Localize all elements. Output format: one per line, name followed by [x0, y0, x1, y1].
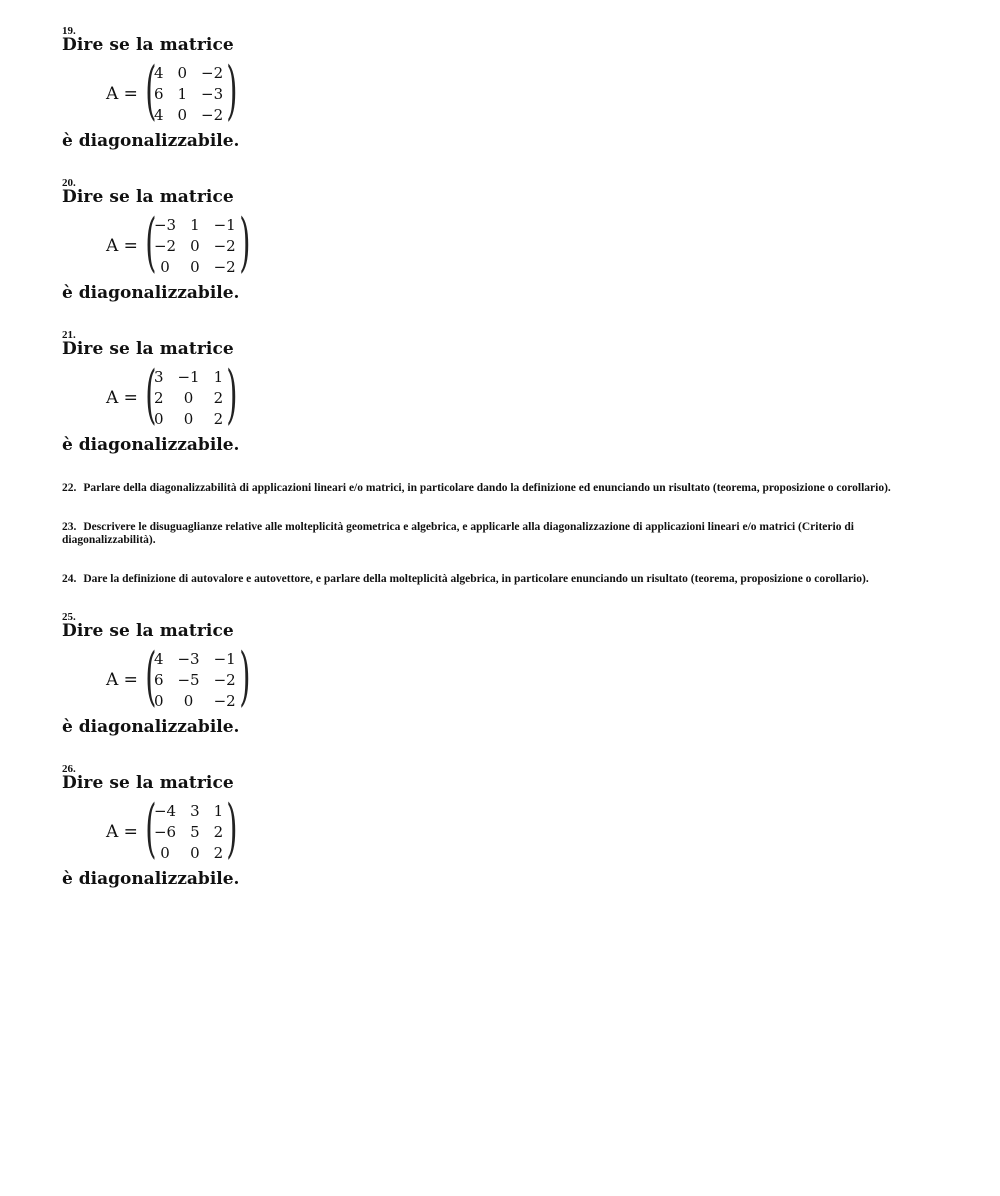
matrix-entry: 0	[183, 410, 194, 428]
problem-number: 19.	[62, 25, 76, 37]
matrix-entry: −2	[213, 258, 236, 276]
right-paren-icon: )	[226, 358, 238, 432]
problem-number: 20.	[62, 177, 76, 189]
matrix-equation	[106, 358, 942, 432]
matrix-entry: −6	[153, 823, 177, 841]
matrix-entry: −5	[177, 671, 200, 689]
matrix-entry: 0	[190, 844, 200, 862]
matrix-grid	[154, 801, 223, 864]
matrix-entry: 0	[153, 692, 164, 710]
matrix-entry: 4	[153, 106, 164, 124]
matrix-entry: 0	[190, 258, 200, 276]
problem-number: 26.	[62, 763, 76, 775]
matrix-entry: −2	[213, 692, 236, 710]
problem-tail: è diagonalizzabile.	[62, 283, 240, 303]
problem-tail: è diagonalizzabile.	[62, 435, 240, 455]
matrix-entry: −2	[201, 106, 224, 124]
problem-20	[62, 178, 942, 303]
theory-question-23	[62, 521, 942, 547]
matrix-entry: 0	[160, 844, 170, 862]
matrix-entry: 2	[213, 844, 224, 862]
matrix-entry: 2	[213, 410, 224, 428]
matrix-entry: −3	[177, 650, 200, 668]
matrix-entry: 3	[153, 368, 164, 386]
matrix-entry: 0	[190, 237, 200, 255]
matrix-entry: 3	[190, 802, 200, 820]
matrix-entry: 5	[190, 823, 200, 841]
matrix-entry: 1	[213, 368, 224, 386]
problem-prompt: Dire se la matrice	[62, 35, 234, 55]
matrix-equation	[106, 206, 942, 280]
problem-26	[62, 764, 942, 889]
matrix-entry: −3	[153, 216, 177, 234]
theory-question-22	[62, 482, 942, 495]
matrix-entry: −2	[213, 671, 236, 689]
problem-number: 25.	[62, 611, 76, 623]
right-paren-icon: )	[226, 54, 238, 128]
matrix-grid	[154, 649, 236, 712]
problem-tail: è diagonalizzabile.	[62, 717, 240, 737]
question-number: 23.	[62, 521, 77, 533]
matrix-entry: 2	[213, 823, 224, 841]
problem-21	[62, 330, 942, 455]
right-paren-icon: )	[239, 640, 251, 714]
matrix-entry: −2	[201, 64, 224, 82]
matrix-entry: 0	[183, 389, 194, 407]
matrix-entry: 4	[153, 650, 164, 668]
question-text: Descrivere le disuguaglianze relative alle molteplicità geometrica e algebrica, e applicarle alla diagonalizzazione di applicazioni lineari e/o matrici (Criterio di diagonalizzabilità).	[62, 521, 854, 546]
matrix-lhs: A =	[106, 670, 138, 690]
matrix-entry: 2	[213, 389, 224, 407]
left-paren-icon: (	[145, 640, 157, 714]
matrix-entry: 1	[177, 85, 188, 103]
matrix-lhs: A =	[106, 822, 138, 842]
question-number: 22.	[62, 482, 77, 494]
matrix-entry: −1	[213, 216, 236, 234]
matrix-lhs: A =	[106, 388, 138, 408]
problem-prompt: Dire se la matrice	[62, 621, 234, 641]
matrix-equation	[106, 792, 942, 866]
matrix-entry: 0	[153, 410, 164, 428]
matrix-entry: −1	[177, 368, 200, 386]
right-paren-icon: )	[239, 206, 251, 280]
problem-19	[62, 26, 942, 151]
matrix-lhs: A =	[106, 84, 138, 104]
matrix-entry: 6	[153, 671, 164, 689]
matrix-lhs: A =	[106, 236, 138, 256]
problem-prompt: Dire se la matrice	[62, 339, 234, 359]
matrix-entry: 0	[177, 106, 188, 124]
left-paren-icon: (	[145, 792, 157, 866]
matrix-equation	[106, 640, 942, 714]
matrix-grid	[154, 367, 223, 430]
matrix-entry: 1	[213, 802, 224, 820]
problem-25	[62, 612, 942, 737]
right-paren-icon: )	[226, 792, 238, 866]
matrix-entry: 0	[160, 258, 170, 276]
left-paren-icon: (	[145, 54, 157, 128]
matrix-entry: −3	[201, 85, 224, 103]
exercise-sheet	[62, 26, 942, 916]
matrix-entry: −2	[213, 237, 236, 255]
left-paren-icon: (	[145, 206, 157, 280]
problem-prompt: Dire se la matrice	[62, 187, 234, 207]
matrix-entry: −4	[153, 802, 177, 820]
matrix-grid	[154, 63, 223, 126]
matrix-entry: 2	[153, 389, 164, 407]
question-text: Dare la definizione di autovalore e autovettore, e parlare della molteplicità algebrica, in particolare enunciando un risultato (teorema, proposizione o corollario).	[83, 573, 869, 585]
matrix-entry: 4	[153, 64, 164, 82]
problem-number: 21.	[62, 329, 76, 341]
problem-tail: è diagonalizzabile.	[62, 869, 240, 889]
theory-question-24	[62, 573, 942, 586]
question-number: 24.	[62, 573, 77, 585]
matrix-grid	[154, 215, 236, 278]
matrix-entry: 0	[183, 692, 194, 710]
left-paren-icon: (	[145, 358, 157, 432]
matrix-entry: −2	[153, 237, 177, 255]
matrix-entry: 0	[177, 64, 188, 82]
matrix-entry: 1	[190, 216, 200, 234]
problem-prompt: Dire se la matrice	[62, 773, 234, 793]
problem-tail: è diagonalizzabile.	[62, 131, 240, 151]
matrix-entry: 6	[153, 85, 164, 103]
matrix-entry: −1	[213, 650, 236, 668]
matrix-equation	[106, 54, 942, 128]
question-text: Parlare della diagonalizzabilità di applicazioni lineari e/o matrici, in particolare dando la definizione ed enunciando un risultato (teorema, proposizione o corollario).	[83, 482, 891, 494]
